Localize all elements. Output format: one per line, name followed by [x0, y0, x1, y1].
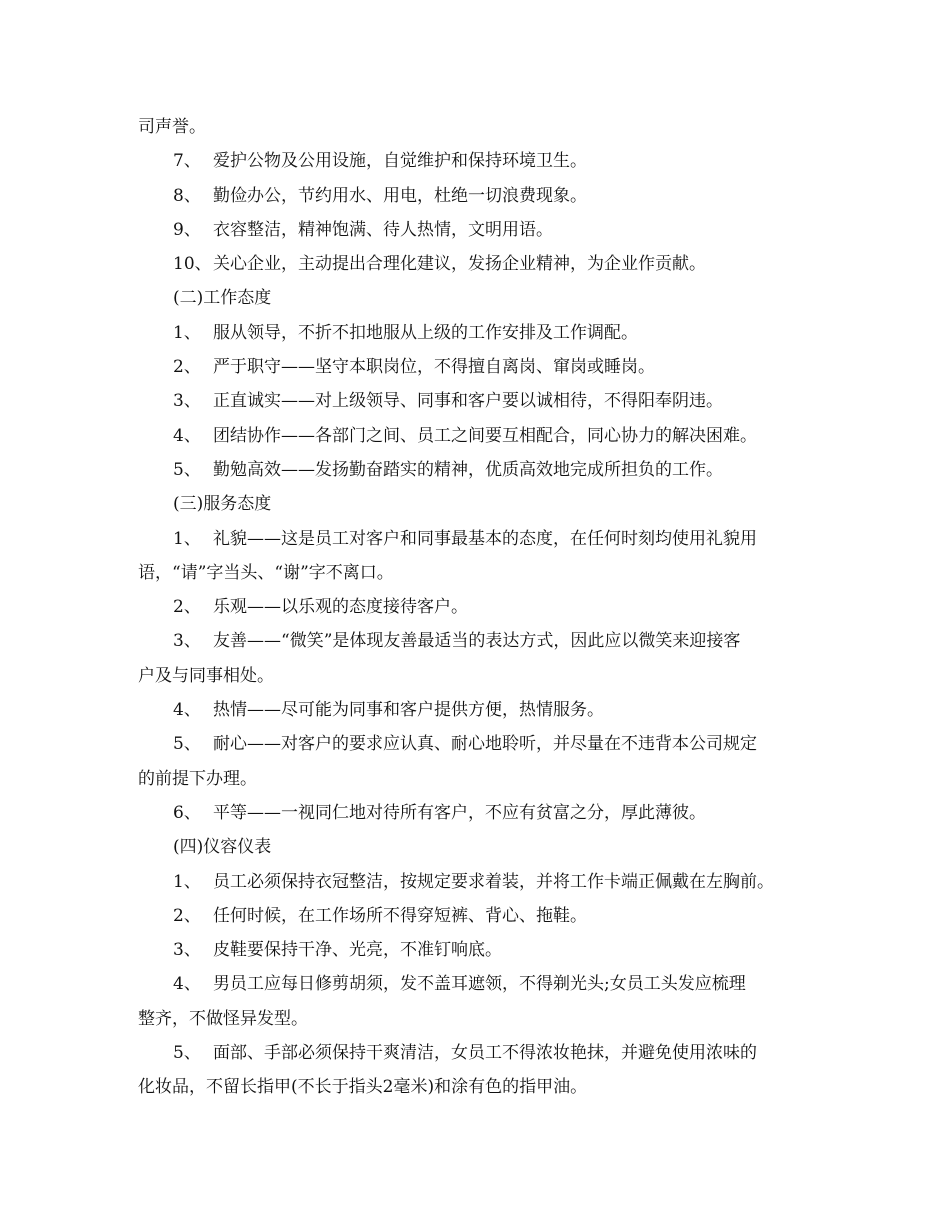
- line-text: 语，“请”字当头、“谢”字不离口。: [138, 562, 394, 583]
- text-line: [138, 110, 818, 144]
- line-text: (三)服务态度: [173, 494, 272, 515]
- list-item-number: 1、: [173, 528, 201, 549]
- list-item-number: 4、: [173, 974, 201, 995]
- list-item-number: 1、: [173, 322, 201, 343]
- text-line: [138, 1002, 818, 1036]
- text-line: [138, 556, 818, 590]
- list-item: [138, 522, 818, 556]
- list-item: [138, 213, 818, 247]
- text-line: [138, 659, 818, 693]
- line-text: 任何时候，在工作场所不得穿短裤、背心、拖鞋。: [213, 905, 587, 926]
- list-item: [138, 453, 818, 487]
- list-item-number: 8、: [173, 185, 201, 206]
- line-text: 关心企业，主动提出合理化建议，发扬企业精神，为企业作贡献。: [213, 254, 706, 275]
- list-item: [138, 865, 818, 899]
- list-item: [138, 316, 818, 350]
- text-line: [138, 487, 818, 521]
- list-item: [138, 350, 818, 384]
- list-item: [138, 144, 818, 178]
- text-line: [138, 830, 818, 864]
- line-text: 户及与同事相处。: [138, 665, 274, 686]
- line-text: 耐心——对客户的要求应认真、耐心地聆听，并尽量在不违背本公司规定: [213, 734, 757, 755]
- list-item-number: 4、: [173, 425, 201, 446]
- line-text: 乐观——以乐观的态度接待客户。: [213, 597, 468, 618]
- list-item-number: 5、: [173, 1043, 201, 1064]
- line-text: 面部、手部必须保持干爽清洁，女员工不得浓妆艳抹，并避免使用浓味的: [213, 1043, 757, 1064]
- list-item-number: 9、: [173, 219, 201, 240]
- line-text: 化妆品，不留长指甲(不长于指头2毫米)和涂有色的指甲油。: [138, 1077, 588, 1098]
- line-text: 勤俭办公，节约用水、用电，杜绝一切浪费现象。: [213, 185, 587, 206]
- document-body: [138, 110, 818, 1105]
- line-text: 爱护公物及公用设施，自觉维护和保持环境卫生。: [213, 151, 587, 172]
- line-text: 整齐，不做怪异发型。: [138, 1008, 308, 1029]
- line-text: 员工必须保持衣冠整洁，按规定要求着装，并将工作卡端正佩戴在左胸前。: [213, 871, 774, 892]
- list-item-number: 2、: [173, 357, 201, 378]
- line-text: 衣容整洁，精神饱满、待人热情，文明用语。: [213, 219, 553, 240]
- list-item: [138, 967, 818, 1001]
- line-text: 服从领导，不折不扣地服从上级的工作安排及工作调配。: [213, 322, 638, 343]
- list-item-number: 3、: [173, 631, 201, 652]
- line-text: 严于职守——坚守本职岗位，不得擅自离岗、窜岗或睡岗。: [213, 357, 655, 378]
- list-item: [138, 247, 818, 281]
- list-item-number: 4、: [173, 700, 201, 721]
- list-item-number: 5、: [173, 734, 201, 755]
- list-item: [138, 1036, 818, 1070]
- list-item: [138, 693, 818, 727]
- list-item-number: 7、: [173, 151, 201, 172]
- line-text: 热情——尽可能为同事和客户提供方便，热情服务。: [213, 700, 604, 721]
- line-text: 男员工应每日修剪胡须，发不盖耳遮领，不得剃光头;女员工头发应梳理: [213, 974, 746, 995]
- list-item: [138, 899, 818, 933]
- list-item: [138, 419, 818, 453]
- list-item-number: 2、: [173, 905, 201, 926]
- line-text: (二)工作态度: [173, 288, 272, 309]
- list-item-number: 1、: [173, 871, 201, 892]
- list-item: [138, 796, 818, 830]
- list-item: [138, 727, 818, 761]
- list-item-number: 3、: [173, 391, 201, 412]
- list-item: [138, 179, 818, 213]
- line-text: 皮鞋要保持干净、光亮，不准钉响底。: [213, 940, 502, 961]
- line-text: (四)仪容仪表: [173, 837, 272, 858]
- line-text: 的前提下办理。: [138, 768, 257, 789]
- list-item-number: 2、: [173, 597, 201, 618]
- list-item: [138, 590, 818, 624]
- list-item-number: 10、: [173, 254, 212, 275]
- list-item: [138, 384, 818, 418]
- list-item-number: 6、: [173, 802, 201, 823]
- text-line: [138, 1070, 818, 1104]
- text-line: [138, 281, 818, 315]
- line-text: 礼貌——这是员工对客户和同事最基本的态度，在任何时刻均使用礼貌用: [213, 528, 757, 549]
- line-text: 团结协作——各部门之间、员工之间要互相配合，同心协力的解决困难。: [213, 425, 757, 446]
- line-text: 友善——“微笑”是体现友善最适当的表达方式，因此应以微笑来迎接客: [213, 631, 741, 652]
- list-item: [138, 933, 818, 967]
- line-text: 平等——一视同仁地对待所有客户，不应有贫富之分，厚此薄彼。: [213, 802, 706, 823]
- list-item-number: 3、: [173, 940, 201, 961]
- list-item-number: 5、: [173, 459, 201, 480]
- line-text: 司声誉。: [138, 117, 206, 137]
- list-item: [138, 624, 818, 658]
- line-text: 勤勉高效——发扬勤奋踏实的精神，优质高效地完成所担负的工作。: [213, 459, 723, 480]
- text-line: [138, 762, 818, 796]
- line-text: 正直诚实——对上级领导、同事和客户要以诚相待，不得阳奉阴违。: [213, 391, 723, 412]
